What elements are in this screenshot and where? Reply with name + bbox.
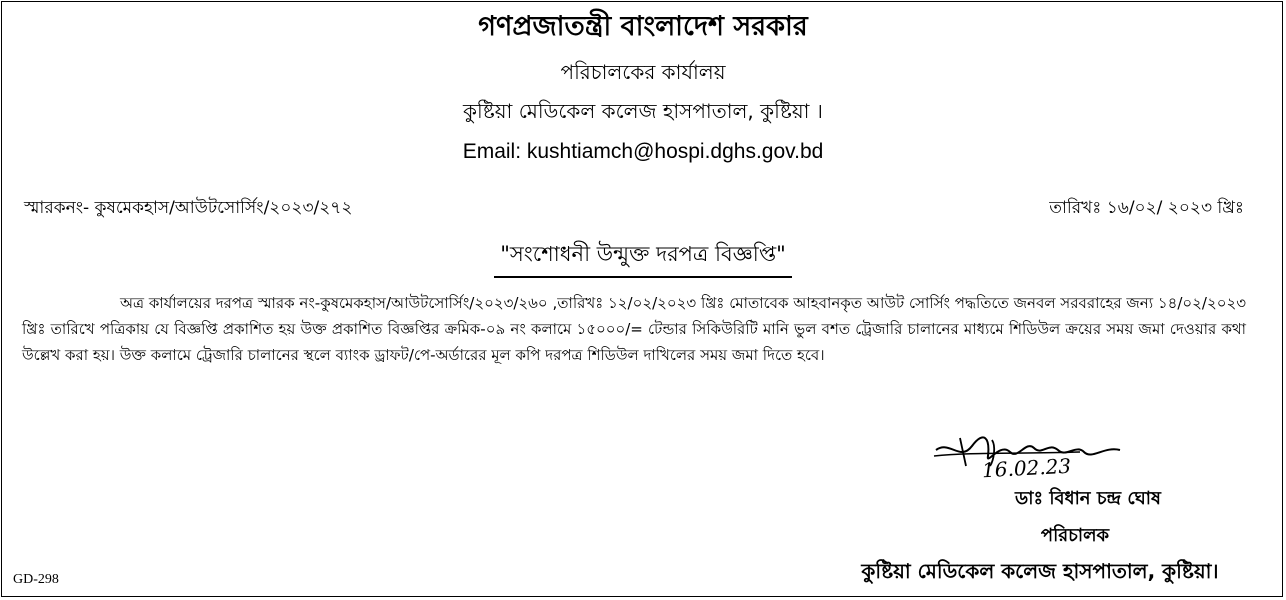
government-heading: গণপ্রজাতন্ত্রী বাংলাদেশ সরকার	[478, 11, 808, 42]
signature-date: 16.02.23	[981, 453, 1072, 483]
memo-date: তারিখঃ ১৬/০২/ ২০২৩ খ্রিঃ	[1049, 198, 1244, 218]
notice-title: "সংশোধনী উন্মুক্ত দরপত্র বিজ্ঞপ্তি"	[494, 238, 792, 278]
signer-organization: কুষ্টিয়া মেডিকেল কলেজ হাসপাতাল, কুষ্টিয়া।	[861, 559, 1219, 583]
notice-body	[22, 290, 1246, 368]
memo-number: স্মারকনং- কুষমেকহাস/আউটসোর্সিং/২০২৩/২৭২	[24, 198, 353, 218]
gd-code: GD-298	[13, 572, 59, 587]
notice-title-wrapper	[0, 238, 1286, 278]
email-line: Email: kushtiamch@hospi.dghs.gov.bd	[462, 140, 824, 163]
notice-body-text: অত্র কার্যালয়ের দরপত্র স্মারক নং-কুষমেকহাস/আউটসোর্সিং/২০২৩/২৬০ ,তারিখঃ ১২/০২/২০২৩ খ্রিঃ মোতাবেক আহবানকৃত আউট সোর্সিং পদ্ধতিতে জনবল সরবরাহের জন্য ১৪/০২/২০২৩ খ্রিঃ তারিখে পত্রিকায় যে বিজ্ঞপ্তি প্রকাশিত হয় উক্ত প্রকাশিত বিজ্ঞপ্তির ক্রমিক-০৯ নং কলামে ১৫০০০/= টেন্ডার সিকিউরিটি মানি ভুল বশত ট্রেজারি চালানের মাধ্যমে শিডিউল ক্রয়ের সময় জমা দেওয়ার কথা উল্লেখ করা হয়। উক্ত কলামে ট্রেজারি চালানের স্থলে ব্যাংক ড্রাফট/পে-অর্ডারের মূল কপি দরপত্র শিডিউল দাখিলের সময় জমা দিতে হবে।	[22, 294, 1246, 364]
signer-name: ডাঃ বিধান চন্দ্র ঘোষ	[1015, 488, 1161, 509]
signer-title: পরিচালক	[1040, 525, 1110, 546]
office-heading: পরিচালকের কার্যালয়	[560, 60, 726, 84]
hospital-heading: কুষ্টিয়া মেডিকেল কলেজ হাসপাতাল, কুষ্টিয়া ।	[463, 99, 823, 123]
